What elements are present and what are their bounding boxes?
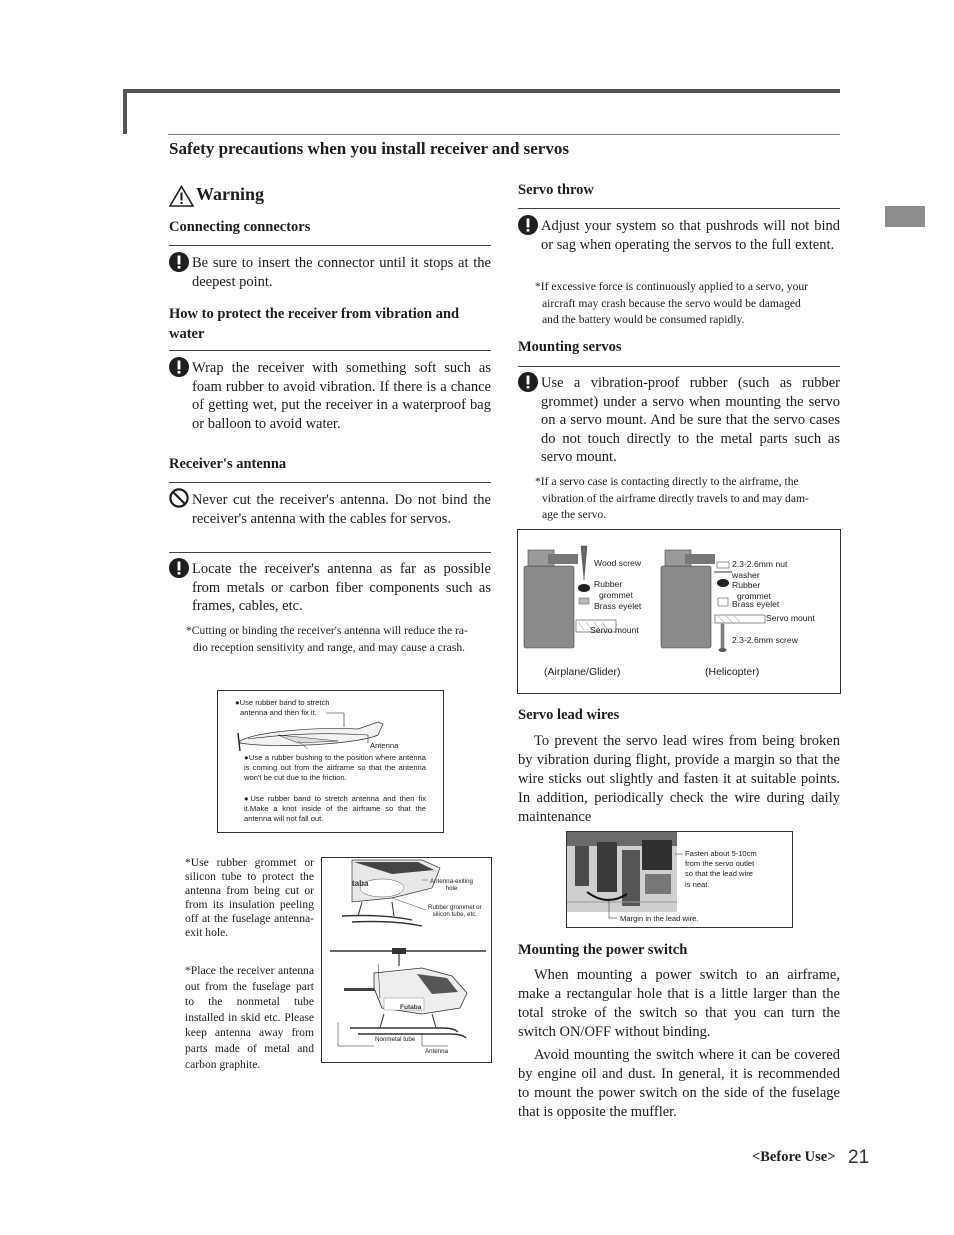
- figure-label-line: ●Use rubber band to stretch: [235, 698, 330, 707]
- note-line: vibration of the airframe directly travels to and may dam-: [542, 491, 809, 505]
- figure-bullet: ●Use rubber band to stretch antenna and then fix it.Make a knot inside of the airframe so that the antenna will not fall out.: [244, 794, 426, 824]
- label-line: Fasten about 5-10cm: [685, 849, 757, 858]
- futaba-logo: Futaba: [400, 1004, 422, 1011]
- antenna-label: Antenna: [370, 741, 399, 750]
- note-line: aircraft may crash because the servo would be damaged: [542, 296, 801, 310]
- label-heli-rubber-grommet: [732, 580, 771, 601]
- heli-label-grommet: [428, 904, 482, 918]
- heli-antenna-figure: [321, 857, 492, 1063]
- power-switch-body-2: Avoid mounting the switch where it can be covered by engine oil and dust. In general, it is recommended to mount the power switch on the side of the fuselage that is opposite the muffler.: [518, 1047, 840, 1120]
- section-tab-marker: [885, 206, 925, 227]
- warning-label: Warning: [196, 184, 265, 204]
- label-rubber-grommet: [594, 579, 633, 600]
- servo-throw-instruction: Adjust your system so that pushrods will not bind or sag when operating the servos to the full extent.: [541, 218, 840, 253]
- power-switch-heading: Mounting the power switch: [518, 942, 688, 958]
- heli-label-line: hole: [445, 885, 458, 892]
- heli-label-nonmetal: Nonmetal tube: [375, 1036, 416, 1043]
- note-line: *If excessive force is continuously applied to a servo, your: [535, 280, 809, 293]
- antenna-instruction-1: Never cut the receiver's antenna. Do not bind the receiver's antenna with the cables for servos.: [192, 492, 491, 527]
- antenna-heading: Receiver's antenna: [169, 456, 287, 472]
- caption-helicopter: (Helicopter): [705, 666, 760, 678]
- lead-wire-label-fasten: [685, 849, 757, 890]
- label-line: washer: [732, 569, 760, 580]
- caution-icon: [169, 357, 189, 377]
- heli-label-line: Rubber grommet or: [428, 904, 482, 911]
- vibration-instruction: Wrap the receiver with something soft such as foam rubber to avoid vibration. If there is a chance of getting wet, put the receiver in a waterproof bag or balloon to avoid water.: [192, 360, 491, 432]
- futaba-logo: taba: [352, 879, 369, 888]
- antenna-note-line2: dio reception sensitivity and range, and may cause a crash.: [193, 640, 466, 654]
- prohibited-icon: [169, 488, 189, 508]
- figure-label-line: antenna and then fix it.: [240, 708, 317, 718]
- heli-label-hole: [430, 878, 473, 892]
- heli-note-2: *Place the receiver antenna out from the fuselage part to the nonmetal tube installed in skid etc. Please keep antenna away from parts made of metal and carbon graphite.: [185, 964, 314, 1071]
- connector-instruction: Be sure to insert the connector until it stops at the deepest point.: [192, 255, 491, 290]
- lead-wires-heading: Servo lead wires: [518, 707, 620, 723]
- vibration-heading: [169, 304, 459, 344]
- divider: [169, 350, 491, 351]
- servo-mount-figure: [517, 529, 841, 694]
- servo-throw-note: [535, 279, 840, 329]
- header-bracket: [123, 89, 127, 134]
- label-heli-screw: 2.3-2.6mm screw: [732, 635, 798, 645]
- label-heli-servo-mount: Servo mount: [766, 613, 815, 623]
- divider: [169, 552, 491, 553]
- heli-note-1: *Use rubber grommet or silicon tube to protect the antenna from being cut or from its insulation peeling off at the fuselage antenna-exit hole.: [185, 856, 314, 939]
- page-number: 21: [848, 1147, 870, 1168]
- caution-icon: [169, 558, 189, 578]
- note-line: age the servo.: [542, 508, 607, 521]
- airplane-antenna-figure: [217, 690, 444, 833]
- antenna-note: [186, 623, 491, 656]
- label-line: 2.3-2.6mm nut: [732, 559, 788, 569]
- caption-airplane: (Airplane/Glider): [544, 666, 621, 678]
- mounting-instruction: Use a vibration-proof rubber (such as rubber grommet) under a servo when mounting the servo on a servo mount. And be sure that the servo cases do not touch directly to the metal parts such as servo mount.: [541, 375, 840, 465]
- label-line: grommet: [737, 590, 771, 601]
- header-rule: [168, 134, 840, 135]
- heli-label-line: Antenna-exiting: [430, 878, 473, 885]
- label-heli-brass-eyelet: Brass eyelet: [732, 599, 780, 609]
- connecting-connectors-heading: Connecting connectors: [169, 219, 311, 235]
- note-line: *If a servo case is contacting directly to the airframe, the: [535, 475, 799, 488]
- label-line: from the servo outlet: [685, 859, 755, 869]
- warning-triangle-icon: [169, 185, 194, 207]
- lead-wire-photo: [567, 832, 792, 927]
- page-title: Safety precautions when you install receiver and servos: [169, 139, 569, 158]
- label-brass-eyelet: Brass eyelet: [594, 601, 642, 611]
- antenna-note-line1: *Cutting or binding the receiver's antenna will reduce the ra-: [186, 624, 468, 637]
- header-bar: [123, 89, 840, 93]
- caution-icon: [518, 372, 538, 392]
- lead-wire-figure: [566, 831, 793, 928]
- lead-wires-body: To prevent the servo lead wires from being broken by vibration during flight, provide a margin so that the wire sticks out slightly and fasten it at suitable points. In addition, periodically check the wire during daily maintenance: [518, 733, 840, 825]
- label-wood-screw: Wood screw: [594, 558, 642, 568]
- vibration-heading-line1: How to protect the receiver from vibration and: [169, 306, 460, 322]
- figure-bullet: ●Use a rubber bushing to the position where antenna is coming out from the airframe so that the antenna won't be cut due to the friction.: [244, 753, 426, 783]
- label-line: is neat.: [685, 879, 710, 889]
- caution-icon: [169, 252, 189, 272]
- divider: [518, 366, 840, 367]
- caution-icon: [518, 215, 538, 235]
- divider: [169, 245, 491, 246]
- heli-label-line: silicon tube, etc.: [432, 911, 478, 918]
- label-nut-washer: [732, 559, 787, 580]
- mounting-note: [535, 474, 840, 524]
- vibration-heading-line2: water: [169, 326, 205, 342]
- antenna-instruction-2: Locate the receiver's antenna as far as possible from metals or carbon fiber components such as frames, cables, etc.: [192, 561, 491, 614]
- servo-throw-heading: Servo throw: [518, 182, 594, 198]
- heli-label-antenna: Antenna: [425, 1048, 449, 1055]
- label-line: so that the lead wire: [685, 869, 753, 879]
- label-line: grommet: [599, 589, 633, 600]
- power-switch-body-1: When mounting a power switch to an airframe, make a rectangular hole that is a little larger than the total stroke of the switch so that you can turn the switch ON/OFF without binding.: [518, 967, 840, 1040]
- mounting-servos-heading: Mounting servos: [518, 339, 622, 355]
- footer-section: <Before Use>: [752, 1149, 836, 1165]
- label-line: Rubber: [732, 580, 761, 590]
- label-line: Rubber: [594, 579, 623, 589]
- lead-wire-label-margin: Margin in the lead wire.: [620, 914, 699, 923]
- divider: [169, 482, 491, 483]
- note-line: and the battery would be consumed rapidly.: [542, 313, 745, 326]
- label-servo-mount: Servo mount: [590, 625, 639, 635]
- divider: [518, 208, 840, 209]
